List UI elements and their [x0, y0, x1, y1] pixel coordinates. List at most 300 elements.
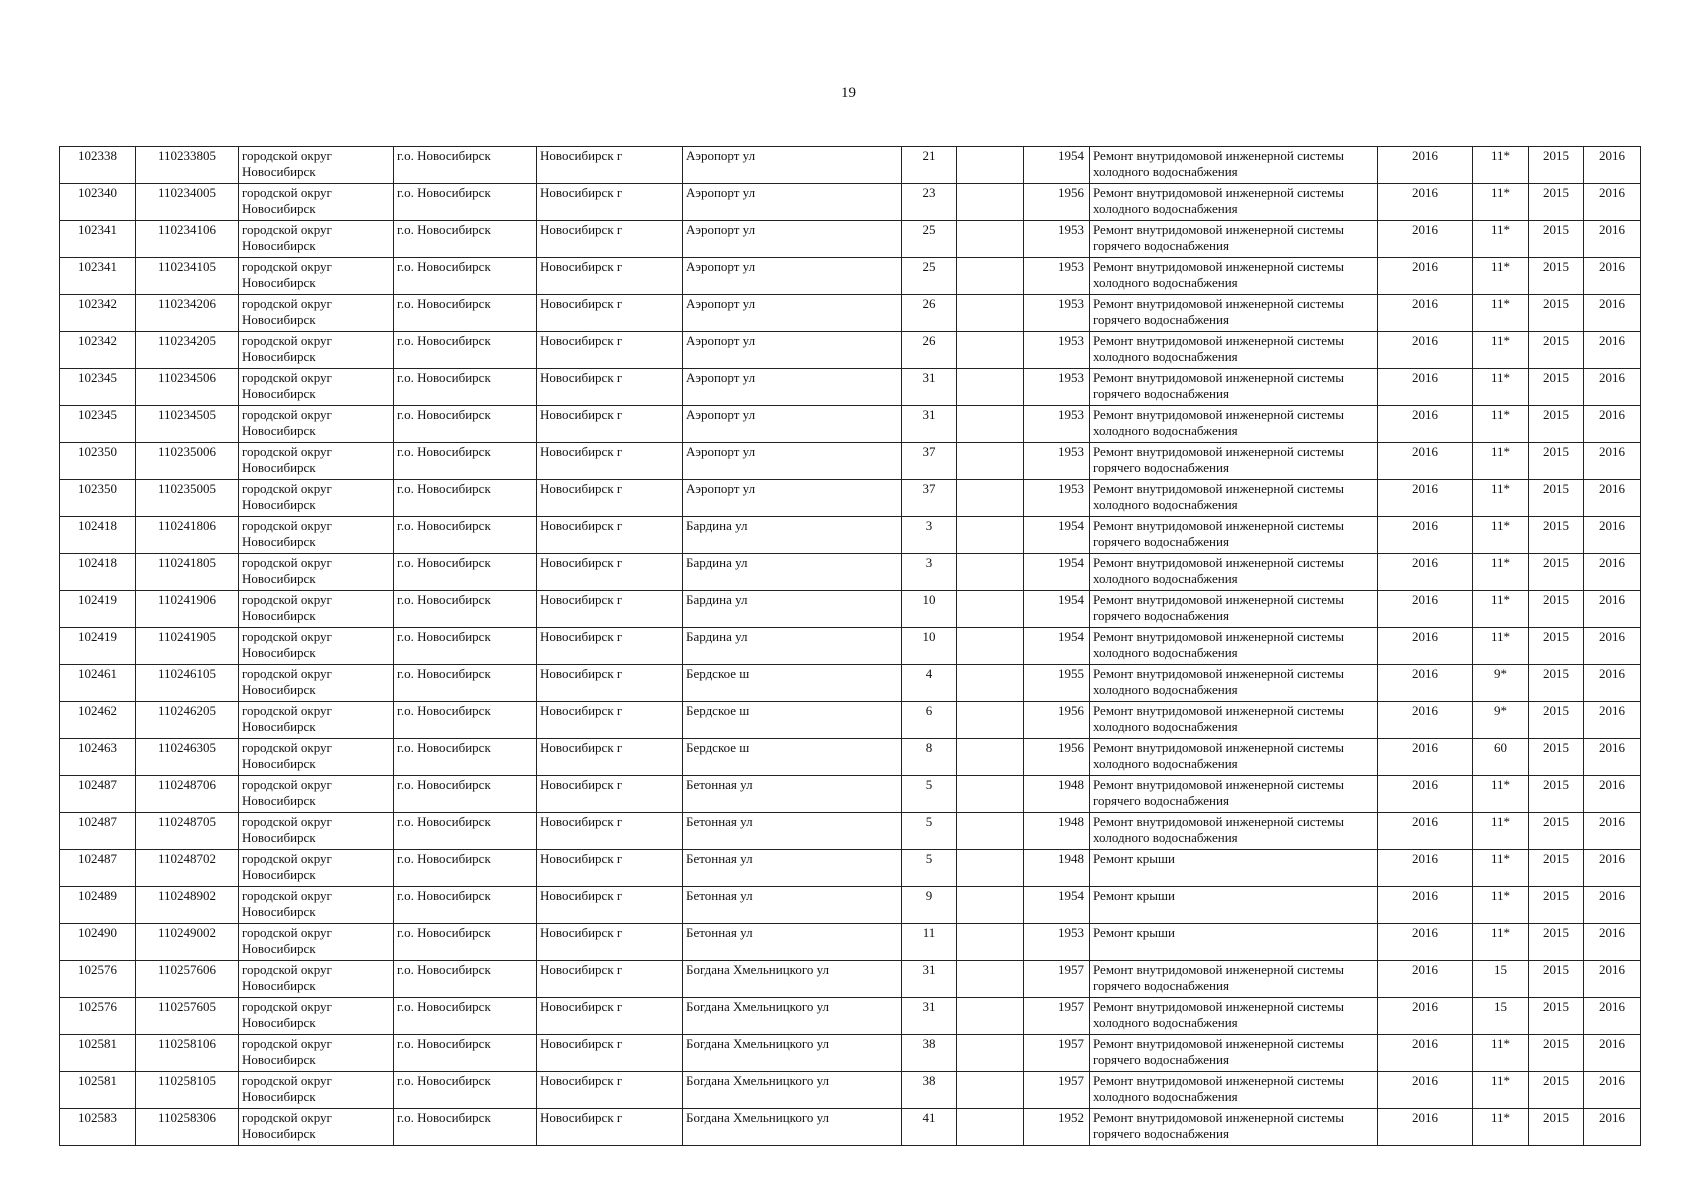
year-to-cell: 2016 — [1584, 850, 1641, 887]
settlement-cell: г.о. Новосибирск — [394, 850, 537, 887]
year-to-cell: 2016 — [1584, 665, 1641, 702]
work-code-cell: 110241805 — [136, 554, 239, 591]
plan-year-cell: 2016 — [1378, 295, 1473, 332]
year-built-cell: 1954 — [1024, 591, 1090, 628]
work-type-cell: Ремонт внутридомовой инженерной системы горячего водоснабжения — [1090, 221, 1378, 258]
year-from-cell: 2015 — [1529, 887, 1584, 924]
year-to-cell: 2016 — [1584, 628, 1641, 665]
record-id-cell: 102419 — [60, 628, 136, 665]
table-row — [60, 887, 1641, 924]
year-built-cell: 1957 — [1024, 1035, 1090, 1072]
year-built-cell: 1954 — [1024, 554, 1090, 591]
work-code-cell: 110258306 — [136, 1109, 239, 1146]
plan-year-cell: 2016 — [1378, 887, 1473, 924]
table-row — [60, 147, 1641, 184]
year-to-cell: 2016 — [1584, 998, 1641, 1035]
municipality-cell: городской округ Новосибирск — [239, 1109, 394, 1146]
year-built-cell: 1957 — [1024, 961, 1090, 998]
house-number-cell: 5 — [902, 776, 957, 813]
locality-cell: Новосибирск г — [537, 369, 683, 406]
year-to-cell: 2016 — [1584, 517, 1641, 554]
locality-cell: Новосибирск г — [537, 295, 683, 332]
work-type-cell: Ремонт внутридомовой инженерной системы холодного водоснабжения — [1090, 554, 1378, 591]
year-built-cell: 1953 — [1024, 443, 1090, 480]
record-id-cell: 102342 — [60, 295, 136, 332]
street-cell: Богдана Хмельницкого ул — [683, 1035, 902, 1072]
house-number-cell: 11 — [902, 924, 957, 961]
building-cell — [957, 1072, 1024, 1109]
work-type-cell: Ремонт внутридомовой инженерной системы холодного водоснабжения — [1090, 332, 1378, 369]
plan-year-cell: 2016 — [1378, 332, 1473, 369]
house-number-cell: 5 — [902, 813, 957, 850]
house-number-cell: 5 — [902, 850, 957, 887]
plan-year-cell: 2016 — [1378, 776, 1473, 813]
record-id-cell: 102487 — [60, 850, 136, 887]
street-cell: Богдана Хмельницкого ул — [683, 1109, 902, 1146]
year-to-cell: 2016 — [1584, 924, 1641, 961]
year-to-cell: 2016 — [1584, 554, 1641, 591]
street-cell: Бардина ул — [683, 628, 902, 665]
house-number-cell: 25 — [902, 221, 957, 258]
settlement-cell: г.о. Новосибирск — [394, 998, 537, 1035]
year-from-cell: 2015 — [1529, 850, 1584, 887]
street-cell: Бетонная ул — [683, 813, 902, 850]
plan-year-cell: 2016 — [1378, 480, 1473, 517]
work-type-cell: Ремонт внутридомовой инженерной системы холодного водоснабжения — [1090, 258, 1378, 295]
year-from-cell: 2015 — [1529, 517, 1584, 554]
table-row — [60, 480, 1641, 517]
record-id-cell: 102581 — [60, 1072, 136, 1109]
indicator-cell: 11* — [1473, 776, 1529, 813]
street-cell: Бетонная ул — [683, 887, 902, 924]
record-id-cell: 102462 — [60, 702, 136, 739]
building-cell — [957, 480, 1024, 517]
work-type-cell: Ремонт внутридомовой инженерной системы холодного водоснабжения — [1090, 184, 1378, 221]
building-cell — [957, 221, 1024, 258]
registry-table — [59, 146, 1641, 1146]
work-code-cell: 110248702 — [136, 850, 239, 887]
year-from-cell: 2015 — [1529, 554, 1584, 591]
year-to-cell: 2016 — [1584, 1109, 1641, 1146]
work-type-cell: Ремонт крыши — [1090, 887, 1378, 924]
indicator-cell: 11* — [1473, 517, 1529, 554]
record-id-cell: 102489 — [60, 887, 136, 924]
year-from-cell: 2015 — [1529, 924, 1584, 961]
year-to-cell: 2016 — [1584, 295, 1641, 332]
locality-cell: Новосибирск г — [537, 887, 683, 924]
work-code-cell: 110235006 — [136, 443, 239, 480]
year-from-cell: 2015 — [1529, 369, 1584, 406]
record-id-cell: 102419 — [60, 591, 136, 628]
settlement-cell: г.о. Новосибирск — [394, 924, 537, 961]
year-built-cell: 1956 — [1024, 184, 1090, 221]
table-row — [60, 295, 1641, 332]
year-from-cell: 2015 — [1529, 998, 1584, 1035]
work-code-cell: 110234205 — [136, 332, 239, 369]
work-code-cell: 110241906 — [136, 591, 239, 628]
building-cell — [957, 702, 1024, 739]
street-cell: Бетонная ул — [683, 776, 902, 813]
plan-year-cell: 2016 — [1378, 406, 1473, 443]
year-built-cell: 1948 — [1024, 776, 1090, 813]
street-cell: Богдана Хмельницкого ул — [683, 961, 902, 998]
municipality-cell: городской округ Новосибирск — [239, 887, 394, 924]
street-cell: Бардина ул — [683, 517, 902, 554]
work-code-cell: 110234005 — [136, 184, 239, 221]
municipality-cell: городской округ Новосибирск — [239, 147, 394, 184]
building-cell — [957, 369, 1024, 406]
locality-cell: Новосибирск г — [537, 480, 683, 517]
settlement-cell: г.о. Новосибирск — [394, 813, 537, 850]
indicator-cell: 11* — [1473, 369, 1529, 406]
indicator-cell: 11* — [1473, 332, 1529, 369]
year-from-cell: 2015 — [1529, 739, 1584, 776]
municipality-cell: городской округ Новосибирск — [239, 665, 394, 702]
work-code-cell: 110234105 — [136, 258, 239, 295]
house-number-cell: 38 — [902, 1035, 957, 1072]
work-type-cell: Ремонт внутридомовой инженерной системы горячего водоснабжения — [1090, 295, 1378, 332]
settlement-cell: г.о. Новосибирск — [394, 702, 537, 739]
locality-cell: Новосибирск г — [537, 258, 683, 295]
record-id-cell: 102340 — [60, 184, 136, 221]
indicator-cell: 15 — [1473, 961, 1529, 998]
locality-cell: Новосибирск г — [537, 591, 683, 628]
locality-cell: Новосибирск г — [537, 554, 683, 591]
municipality-cell: городской округ Новосибирск — [239, 628, 394, 665]
house-number-cell: 31 — [902, 998, 957, 1035]
locality-cell: Новосибирск г — [537, 850, 683, 887]
table-row — [60, 406, 1641, 443]
record-id-cell: 102576 — [60, 998, 136, 1035]
record-id-cell: 102418 — [60, 517, 136, 554]
settlement-cell: г.о. Новосибирск — [394, 1109, 537, 1146]
year-from-cell: 2015 — [1529, 591, 1584, 628]
record-id-cell: 102576 — [60, 961, 136, 998]
street-cell: Бардина ул — [683, 591, 902, 628]
building-cell — [957, 295, 1024, 332]
indicator-cell: 60 — [1473, 739, 1529, 776]
indicator-cell: 11* — [1473, 295, 1529, 332]
locality-cell: Новосибирск г — [537, 1109, 683, 1146]
year-to-cell: 2016 — [1584, 369, 1641, 406]
work-type-cell: Ремонт внутридомовой инженерной системы горячего водоснабжения — [1090, 961, 1378, 998]
municipality-cell: городской округ Новосибирск — [239, 776, 394, 813]
year-built-cell: 1948 — [1024, 850, 1090, 887]
locality-cell: Новосибирск г — [537, 813, 683, 850]
plan-year-cell: 2016 — [1378, 517, 1473, 554]
street-cell: Бердское ш — [683, 702, 902, 739]
table-row — [60, 517, 1641, 554]
plan-year-cell: 2016 — [1378, 665, 1473, 702]
municipality-cell: городской округ Новосибирск — [239, 998, 394, 1035]
year-to-cell: 2016 — [1584, 221, 1641, 258]
indicator-cell: 11* — [1473, 554, 1529, 591]
building-cell — [957, 961, 1024, 998]
indicator-cell: 11* — [1473, 147, 1529, 184]
record-id-cell: 102350 — [60, 443, 136, 480]
year-from-cell: 2015 — [1529, 406, 1584, 443]
year-built-cell: 1956 — [1024, 739, 1090, 776]
table-row — [60, 1109, 1641, 1146]
municipality-cell: городской округ Новосибирск — [239, 924, 394, 961]
building-cell — [957, 1109, 1024, 1146]
work-code-cell: 110233805 — [136, 147, 239, 184]
table-row — [60, 1072, 1641, 1109]
building-cell — [957, 813, 1024, 850]
street-cell: Аэропорт ул — [683, 295, 902, 332]
settlement-cell: г.о. Новосибирск — [394, 517, 537, 554]
locality-cell: Новосибирск г — [537, 517, 683, 554]
municipality-cell: городской округ Новосибирск — [239, 591, 394, 628]
year-from-cell: 2015 — [1529, 702, 1584, 739]
work-type-cell: Ремонт внутридомовой инженерной системы холодного водоснабжения — [1090, 1072, 1378, 1109]
work-type-cell: Ремонт внутридомовой инженерной системы горячего водоснабжения — [1090, 776, 1378, 813]
settlement-cell: г.о. Новосибирск — [394, 887, 537, 924]
work-type-cell: Ремонт внутридомовой инженерной системы холодного водоснабжения — [1090, 628, 1378, 665]
record-id-cell: 102341 — [60, 221, 136, 258]
municipality-cell: городской округ Новосибирск — [239, 258, 394, 295]
year-from-cell: 2015 — [1529, 665, 1584, 702]
year-from-cell: 2015 — [1529, 813, 1584, 850]
house-number-cell: 38 — [902, 1072, 957, 1109]
record-id-cell: 102487 — [60, 776, 136, 813]
year-to-cell: 2016 — [1584, 147, 1641, 184]
work-code-cell: 110234505 — [136, 406, 239, 443]
year-to-cell: 2016 — [1584, 443, 1641, 480]
house-number-cell: 9 — [902, 887, 957, 924]
building-cell — [957, 406, 1024, 443]
record-id-cell: 102350 — [60, 480, 136, 517]
street-cell: Аэропорт ул — [683, 184, 902, 221]
year-built-cell: 1953 — [1024, 480, 1090, 517]
work-code-cell: 110257605 — [136, 998, 239, 1035]
year-from-cell: 2015 — [1529, 480, 1584, 517]
locality-cell: Новосибирск г — [537, 961, 683, 998]
building-cell — [957, 924, 1024, 961]
settlement-cell: г.о. Новосибирск — [394, 739, 537, 776]
house-number-cell: 26 — [902, 295, 957, 332]
settlement-cell: г.о. Новосибирск — [394, 480, 537, 517]
table-row — [60, 591, 1641, 628]
locality-cell: Новосибирск г — [537, 443, 683, 480]
table-row — [60, 184, 1641, 221]
work-code-cell: 110249002 — [136, 924, 239, 961]
year-to-cell: 2016 — [1584, 480, 1641, 517]
year-built-cell: 1953 — [1024, 332, 1090, 369]
municipality-cell: городской округ Новосибирск — [239, 517, 394, 554]
year-built-cell: 1955 — [1024, 665, 1090, 702]
house-number-cell: 41 — [902, 1109, 957, 1146]
table-row — [60, 813, 1641, 850]
record-id-cell: 102341 — [60, 258, 136, 295]
settlement-cell: г.о. Новосибирск — [394, 295, 537, 332]
plan-year-cell: 2016 — [1378, 1109, 1473, 1146]
work-type-cell: Ремонт внутридомовой инженерной системы холодного водоснабжения — [1090, 480, 1378, 517]
work-type-cell: Ремонт внутридомовой инженерной системы холодного водоснабжения — [1090, 813, 1378, 850]
work-type-cell: Ремонт крыши — [1090, 924, 1378, 961]
indicator-cell: 11* — [1473, 443, 1529, 480]
settlement-cell: г.о. Новосибирск — [394, 443, 537, 480]
municipality-cell: городской округ Новосибирск — [239, 961, 394, 998]
settlement-cell: г.о. Новосибирск — [394, 147, 537, 184]
year-from-cell: 2015 — [1529, 147, 1584, 184]
settlement-cell: г.о. Новосибирск — [394, 776, 537, 813]
plan-year-cell: 2016 — [1378, 850, 1473, 887]
record-id-cell: 102342 — [60, 332, 136, 369]
year-to-cell: 2016 — [1584, 776, 1641, 813]
building-cell — [957, 739, 1024, 776]
year-to-cell: 2016 — [1584, 887, 1641, 924]
settlement-cell: г.о. Новосибирск — [394, 628, 537, 665]
plan-year-cell: 2016 — [1378, 369, 1473, 406]
house-number-cell: 21 — [902, 147, 957, 184]
plan-year-cell: 2016 — [1378, 221, 1473, 258]
house-number-cell: 25 — [902, 258, 957, 295]
year-built-cell: 1954 — [1024, 147, 1090, 184]
plan-year-cell: 2016 — [1378, 1035, 1473, 1072]
work-code-cell: 110248902 — [136, 887, 239, 924]
indicator-cell: 11* — [1473, 591, 1529, 628]
plan-year-cell: 2016 — [1378, 961, 1473, 998]
work-code-cell: 110234206 — [136, 295, 239, 332]
building-cell — [957, 258, 1024, 295]
table-row — [60, 850, 1641, 887]
plan-year-cell: 2016 — [1378, 739, 1473, 776]
locality-cell: Новосибирск г — [537, 924, 683, 961]
work-code-cell: 110241905 — [136, 628, 239, 665]
building-cell — [957, 147, 1024, 184]
street-cell: Богдана Хмельницкого ул — [683, 998, 902, 1035]
table-row — [60, 628, 1641, 665]
building-cell — [957, 184, 1024, 221]
settlement-cell: г.о. Новосибирск — [394, 184, 537, 221]
table-row — [60, 1035, 1641, 1072]
municipality-cell: городской округ Новосибирск — [239, 332, 394, 369]
indicator-cell: 11* — [1473, 480, 1529, 517]
year-to-cell: 2016 — [1584, 591, 1641, 628]
building-cell — [957, 554, 1024, 591]
plan-year-cell: 2016 — [1378, 813, 1473, 850]
building-cell — [957, 850, 1024, 887]
plan-year-cell: 2016 — [1378, 147, 1473, 184]
record-id-cell: 102461 — [60, 665, 136, 702]
table-row — [60, 369, 1641, 406]
year-to-cell: 2016 — [1584, 1035, 1641, 1072]
locality-cell: Новосибирск г — [537, 147, 683, 184]
registry-rows — [60, 147, 1641, 1146]
indicator-cell: 11* — [1473, 221, 1529, 258]
building-cell — [957, 887, 1024, 924]
record-id-cell: 102487 — [60, 813, 136, 850]
year-to-cell: 2016 — [1584, 961, 1641, 998]
locality-cell: Новосибирск г — [537, 184, 683, 221]
work-code-cell: 110241806 — [136, 517, 239, 554]
year-from-cell: 2015 — [1529, 1109, 1584, 1146]
indicator-cell: 15 — [1473, 998, 1529, 1035]
year-built-cell: 1948 — [1024, 813, 1090, 850]
table-row — [60, 776, 1641, 813]
street-cell: Аэропорт ул — [683, 332, 902, 369]
street-cell: Аэропорт ул — [683, 406, 902, 443]
record-id-cell: 102345 — [60, 369, 136, 406]
work-code-cell: 110246305 — [136, 739, 239, 776]
work-type-cell: Ремонт внутридомовой инженерной системы холодного водоснабжения — [1090, 702, 1378, 739]
house-number-cell: 6 — [902, 702, 957, 739]
house-number-cell: 37 — [902, 480, 957, 517]
house-number-cell: 31 — [902, 406, 957, 443]
year-to-cell: 2016 — [1584, 332, 1641, 369]
indicator-cell: 11* — [1473, 406, 1529, 443]
building-cell — [957, 628, 1024, 665]
work-type-cell: Ремонт внутридомовой инженерной системы горячего водоснабжения — [1090, 517, 1378, 554]
municipality-cell: городской округ Новосибирск — [239, 443, 394, 480]
indicator-cell: 9* — [1473, 665, 1529, 702]
settlement-cell: г.о. Новосибирск — [394, 961, 537, 998]
year-to-cell: 2016 — [1584, 739, 1641, 776]
municipality-cell: городской округ Новосибирск — [239, 184, 394, 221]
locality-cell: Новосибирск г — [537, 332, 683, 369]
year-from-cell: 2015 — [1529, 628, 1584, 665]
plan-year-cell: 2016 — [1378, 443, 1473, 480]
house-number-cell: 31 — [902, 961, 957, 998]
building-cell — [957, 1035, 1024, 1072]
settlement-cell: г.о. Новосибирск — [394, 369, 537, 406]
locality-cell: Новосибирск г — [537, 628, 683, 665]
work-type-cell: Ремонт внутридомовой инженерной системы горячего водоснабжения — [1090, 1109, 1378, 1146]
settlement-cell: г.о. Новосибирск — [394, 332, 537, 369]
record-id-cell: 102583 — [60, 1109, 136, 1146]
indicator-cell: 11* — [1473, 850, 1529, 887]
building-cell — [957, 998, 1024, 1035]
settlement-cell: г.о. Новосибирск — [394, 591, 537, 628]
house-number-cell: 26 — [902, 332, 957, 369]
plan-year-cell: 2016 — [1378, 998, 1473, 1035]
table-row — [60, 443, 1641, 480]
house-number-cell: 10 — [902, 591, 957, 628]
year-built-cell: 1954 — [1024, 887, 1090, 924]
page-number: 19 — [841, 85, 856, 101]
table-row — [60, 739, 1641, 776]
year-to-cell: 2016 — [1584, 813, 1641, 850]
work-code-cell: 110257606 — [136, 961, 239, 998]
municipality-cell: городской округ Новосибирск — [239, 1035, 394, 1072]
house-number-cell: 10 — [902, 628, 957, 665]
street-cell: Аэропорт ул — [683, 369, 902, 406]
municipality-cell: городской округ Новосибирск — [239, 295, 394, 332]
work-type-cell: Ремонт внутридомовой инженерной системы холодного водоснабжения — [1090, 998, 1378, 1035]
indicator-cell: 11* — [1473, 924, 1529, 961]
work-code-cell: 110246105 — [136, 665, 239, 702]
record-id-cell: 102345 — [60, 406, 136, 443]
table-row — [60, 924, 1641, 961]
house-number-cell: 23 — [902, 184, 957, 221]
work-type-cell: Ремонт внутридомовой инженерной системы холодного водоснабжения — [1090, 147, 1378, 184]
settlement-cell: г.о. Новосибирск — [394, 554, 537, 591]
work-code-cell: 110258105 — [136, 1072, 239, 1109]
year-built-cell: 1954 — [1024, 517, 1090, 554]
work-type-cell: Ремонт внутридомовой инженерной системы холодного водоснабжения — [1090, 665, 1378, 702]
building-cell — [957, 443, 1024, 480]
street-cell: Аэропорт ул — [683, 258, 902, 295]
house-number-cell: 37 — [902, 443, 957, 480]
municipality-cell: городской округ Новосибирск — [239, 480, 394, 517]
indicator-cell: 11* — [1473, 813, 1529, 850]
indicator-cell: 11* — [1473, 887, 1529, 924]
work-code-cell: 110234106 — [136, 221, 239, 258]
work-code-cell: 110246205 — [136, 702, 239, 739]
work-type-cell: Ремонт крыши — [1090, 850, 1378, 887]
year-built-cell: 1952 — [1024, 1109, 1090, 1146]
